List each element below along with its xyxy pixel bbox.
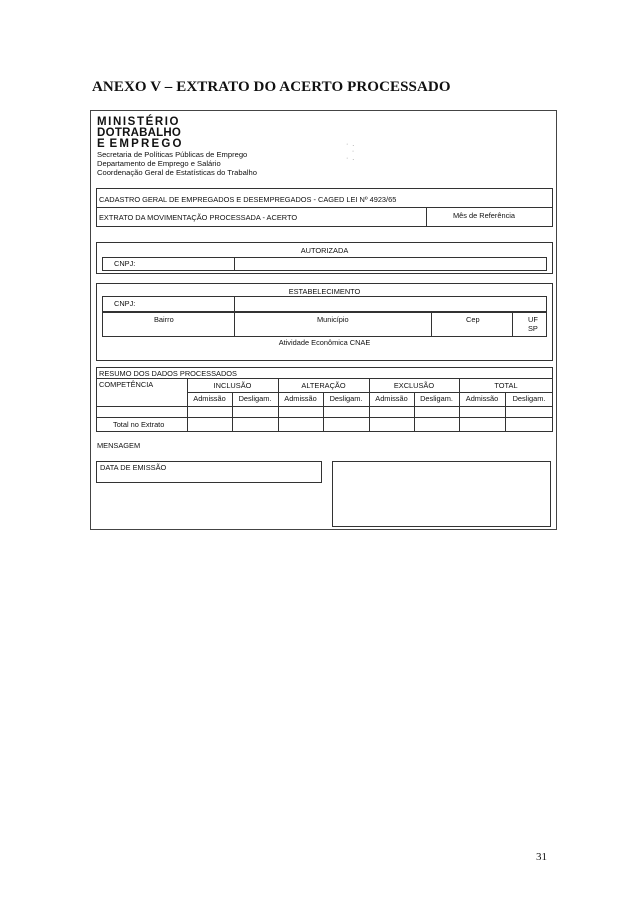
estabelecimento-label: ESTABELECIMENTO — [288, 287, 361, 296]
uf-label: UF — [528, 315, 538, 324]
ministry-trabalho: TRABALHO — [114, 127, 181, 139]
sub-header: Desligam. — [329, 394, 363, 403]
sub-header: Admissão — [193, 394, 226, 403]
page-number: 31 — [536, 851, 547, 863]
departamento-text: Departamento de Emprego e Salário — [97, 159, 221, 168]
page-title: ANEXO V – EXTRATO DO ACERTO PROCESSADO — [92, 79, 451, 95]
sub-header: Desligam. — [420, 394, 453, 403]
group-exclusao: EXCLUSÃO — [393, 381, 435, 390]
mensagem-label: MENSAGEM — [97, 441, 141, 450]
sub-header: Admissão — [375, 394, 408, 403]
coordenacao-text: Coordenação Geral de Estatísticas do Trabalho — [97, 168, 257, 177]
sub-header: Admissão — [465, 394, 499, 403]
ministry-do: DO — [97, 127, 115, 139]
resumo-title: RESUMO DOS DADOS PROCESSADOS — [99, 369, 237, 378]
ministry-e: E — [97, 138, 105, 150]
uf-value: SP — [528, 324, 538, 333]
sub-header: Desligam. — [512, 394, 546, 403]
data-emissao-label: DATA DE EMISSÃO — [100, 463, 167, 472]
mes-referencia-label: Mês de Referência — [453, 211, 516, 220]
ministry-header — [97, 117, 257, 177]
mensagem-box — [332, 461, 551, 527]
group-alteracao: ALTERAÇÃO — [301, 381, 346, 390]
ministry-name-line3 — [97, 139, 257, 150]
caged-form — [90, 110, 557, 530]
extrato-title: EXTRATO DA MOVIMENTAÇÃO PROCESSADA - ACERTO — [99, 213, 298, 222]
caged-title: CADASTRO GERAL DE EMPREGADOS E DESEMPREGADOS - CAGED LEI Nº 4923/65 — [99, 195, 397, 204]
secretaria-text: Secretaria de Políticas Públicas de Emprego — [97, 150, 248, 159]
ministry-name-line1: MINISTÉRIO — [97, 116, 181, 128]
ministry-emprego: EMPREGO — [109, 138, 184, 150]
municipio-label: Município — [317, 315, 349, 324]
estabelecimento-cnpj-label: CNPJ: — [114, 299, 136, 308]
autorizada-cnpj-label: CNPJ: — [114, 259, 136, 268]
sub-header: Admissão — [284, 394, 317, 403]
scan-specks: · . · · . — [346, 141, 355, 162]
sub-header: Desligam. — [238, 394, 272, 403]
cep-label: Cep — [466, 315, 480, 324]
group-inclusao: INCLUSÃO — [213, 381, 252, 390]
autorizada-cnpj-box — [102, 257, 547, 271]
total-extrato-label: Total no Extrato — [113, 420, 165, 429]
group-total: TOTAL — [494, 381, 518, 390]
cnae-label: Atividade Econômica CNAE — [278, 338, 371, 347]
competencia-label: COMPETÊNCIA — [99, 380, 154, 389]
estabelecimento-cnpj-box — [102, 296, 547, 312]
autorizada-label: AUTORIZADA — [300, 246, 349, 255]
bairro-label: Bairro — [154, 315, 174, 324]
